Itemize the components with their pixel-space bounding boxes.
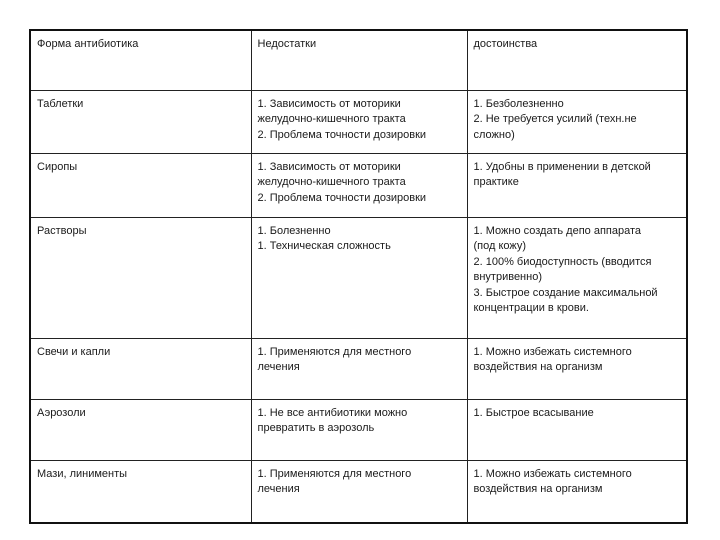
table-row xyxy=(30,153,687,217)
advantages-cell: 1. Можно избежать системного воздействия на организм xyxy=(467,338,687,399)
header-disadvantages-cell: Недостатки xyxy=(251,30,467,90)
form-cell: Аэрозоли xyxy=(30,399,251,460)
advantages-cell: 1. Можно создать депо аппарата (под кожу) 2. 100% биодоступность (вводится внутривенно) 3. Быстрое создание максимальной концентрации в крови. xyxy=(467,217,687,338)
disadvantages-cell: 1. Зависимость от моторики желудочно-кишечного тракта 2. Проблема точности дозировки xyxy=(251,90,467,153)
table-row xyxy=(30,90,687,153)
header-form-cell: Форма антибиотика xyxy=(30,30,251,90)
disadvantages-cell: 1. Не все антибиотики можно превратить в аэрозоль xyxy=(251,399,467,460)
advantages-cell: 1. Быстрое всасывание xyxy=(467,399,687,460)
table-header-row xyxy=(30,30,687,90)
header-advantages-cell: достоинства xyxy=(467,30,687,90)
disadvantages-cell: 1. Зависимость от моторики желудочно-кишечного тракта 2. Проблема точности дозировки xyxy=(251,153,467,217)
advantages-cell: 1. Безболезненно 2. Не требуется усилий (техн.не сложно) xyxy=(467,90,687,153)
antibiotic-forms-table xyxy=(29,29,688,524)
table-row xyxy=(30,338,687,399)
table-row xyxy=(30,399,687,460)
form-cell: Сиропы xyxy=(30,153,251,217)
form-cell: Мази, линименты xyxy=(30,460,251,523)
disadvantages-cell: 1. Применяются для местного лечения xyxy=(251,338,467,399)
table-row xyxy=(30,460,687,523)
form-cell: Растворы xyxy=(30,217,251,338)
advantages-cell: 1. Удобны в применении в детской практике xyxy=(467,153,687,217)
advantages-cell: 1. Можно избежать системного воздействия на организм xyxy=(467,460,687,523)
form-cell: Таблетки xyxy=(30,90,251,153)
disadvantages-cell: 1. Болезненно 1. Техническая сложность xyxy=(251,217,467,338)
form-cell: Свечи и капли xyxy=(30,338,251,399)
table-row xyxy=(30,217,687,338)
disadvantages-cell: 1. Применяются для местного лечения xyxy=(251,460,467,523)
